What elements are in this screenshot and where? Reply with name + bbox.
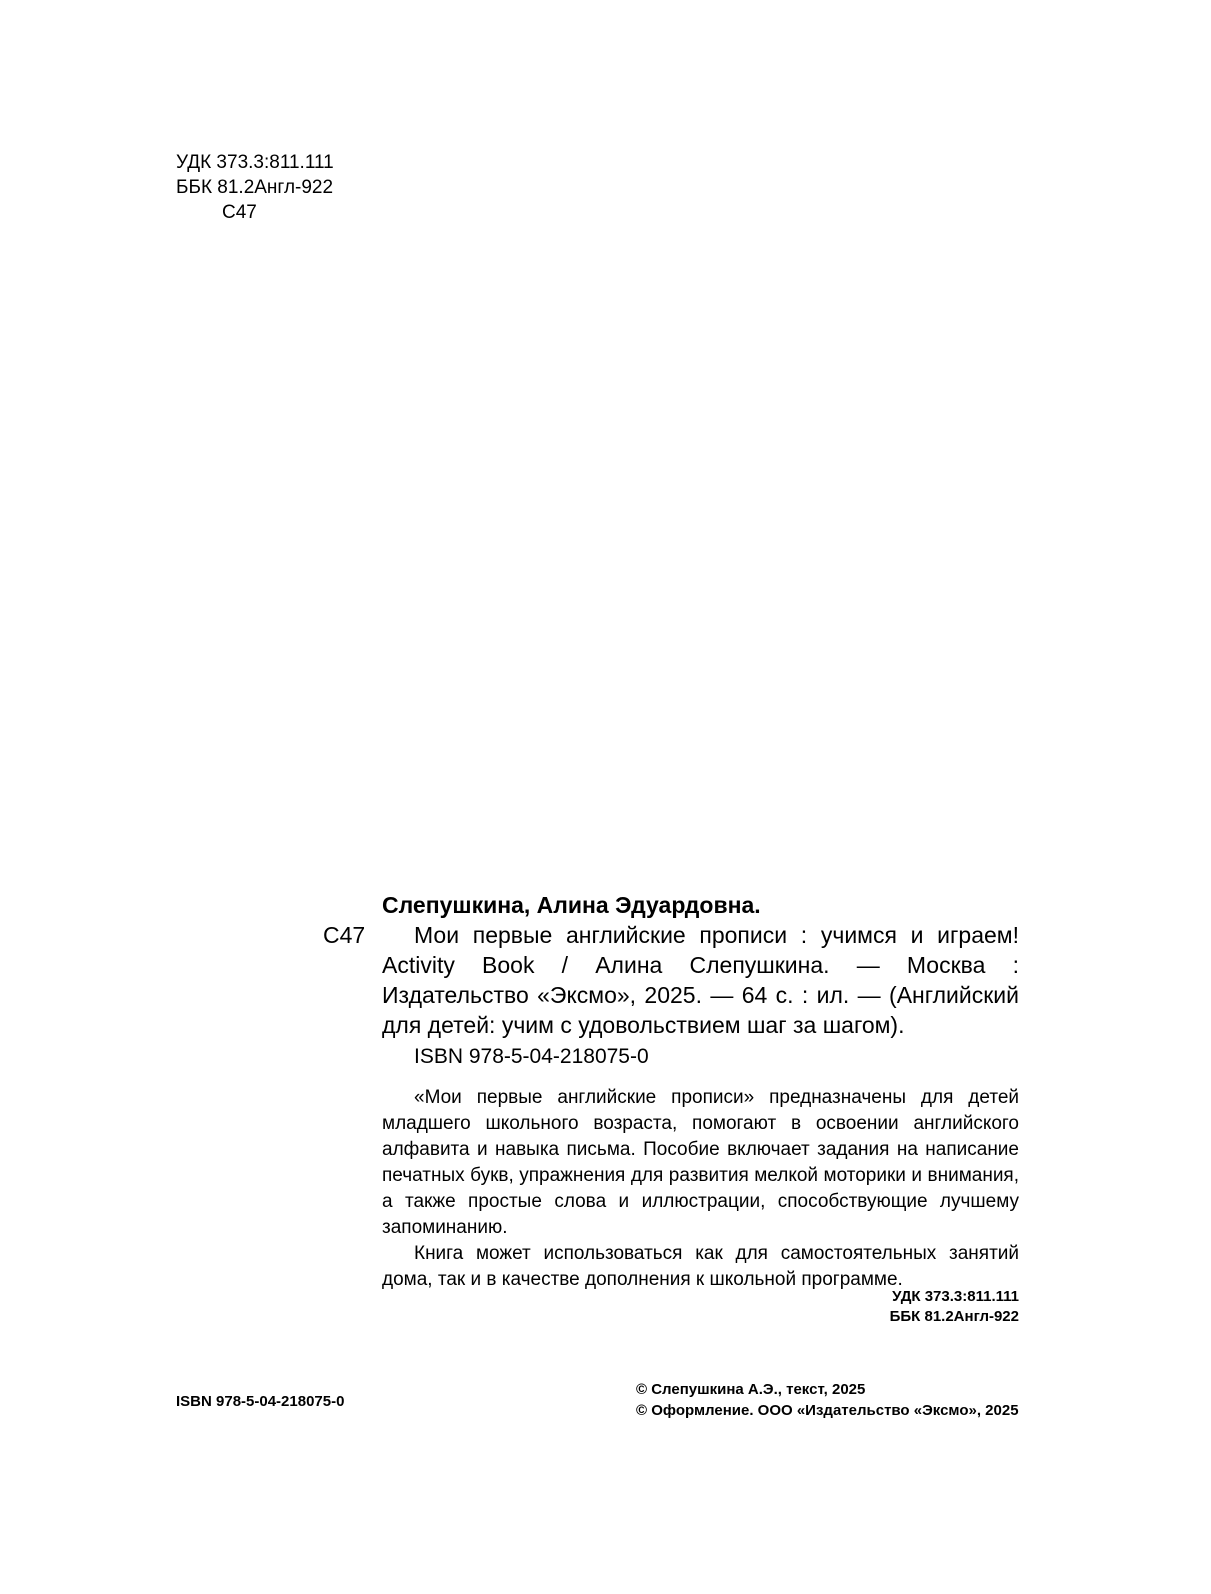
bibliographic-description [382,920,1019,1040]
record-isbn: ISBN 978-5-04-218075-0 [414,1045,649,1068]
copyright-text: © Слепушкина А.Э., текст, 2025 [636,1381,866,1398]
footer-isbn: ISBN 978-5-04-218075-0 [176,1393,345,1410]
annotation-paragraph-1: «Мои первые английские прописи» предназначены для детей младшего школьного возраста, помогают в освоении английского алфавита и навыка письма. Пособие включает задания на написание печатных букв, упражнения для развития мелкой моторики и внимания, а также простые слова и иллюстрации, способствующие лучшему запоминанию. [382,1087,1019,1238]
copyright-block [636,1379,1019,1421]
annotation-paragraph-2: Книга может использоваться как для самостоятельных занятий дома, так и в качестве дополнения к школьной программе. [382,1243,1019,1290]
bbk-code: ББК 81.2Англ-922 [176,177,334,198]
description-text: Мои первые английские прописи : учимся и играем! Activity Book / Алина Слепушкина. — Москва : Издательство «Эксмо», 2025. — 64 с. : ил. — (Английский для детей: учим с удовольствием шаг за шагом). [382,922,1019,1038]
top-classification-codes [176,150,334,225]
udk-code: УДК 373.3:811.111 [176,152,334,173]
annotation [382,1085,1019,1293]
classification-codes-right [820,1287,1019,1327]
bbk-code-right: ББК 81.2Англ-922 [889,1308,1019,1325]
author-heading: Слепушкина, Алина Эдуардовна. [382,892,761,918]
udk-code-right: УДК 373.3:811.111 [892,1288,1019,1305]
copyright-design: © Оформление. ООО «Издательство «Эксмо», 2025 [636,1402,1019,1419]
record-cipher: С47 [323,922,366,948]
author-cipher: С47 [222,202,257,223]
